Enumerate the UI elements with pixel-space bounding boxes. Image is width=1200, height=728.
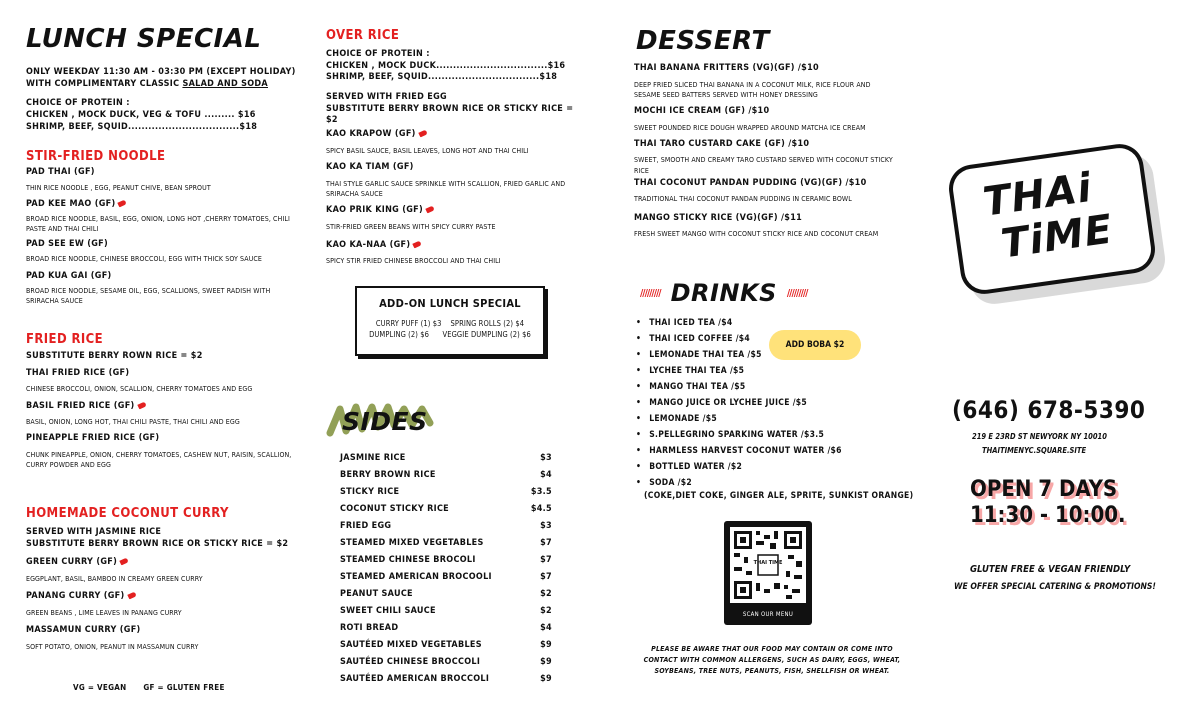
sides-row [340, 603, 552, 620]
over-rice-item-name [326, 205, 586, 217]
over-rice-item-desc: SPICY STIR FRIED CHINESE BROCCOLI AND THAI CHILI [326, 257, 501, 266]
lunch-protein-head: CHOICE OF PROTEIN : [26, 98, 130, 109]
side-price: $3.5 [530, 487, 552, 497]
side-price: $3 [540, 521, 552, 531]
address: 219 E 23RD ST NEWYORK NY 10010 [972, 432, 1107, 441]
side-name: SWEET CHILI SAUCE [340, 606, 436, 616]
lunch-hours: ONLY WEEKDAY 11:30 AM - 03:30 PM (EXCEPT HOLIDAY) [26, 67, 296, 77]
over-rice-note1: SERVED WITH FRIED EGG [326, 92, 447, 103]
sides-title: SIDES [342, 407, 428, 436]
dessert-item-name: MANGO STICKY RICE (VG)(GF) /$11 [634, 212, 803, 223]
open-hours [970, 477, 1126, 529]
side-name: PEANUT SAUCE [340, 589, 413, 599]
phone-number[interactable]: (646) 678-5390 [952, 396, 1146, 424]
over-rice-item-desc: SPICY BASIL SAUCE, BASIL LEAVES, LONG HOT AND THAI CHILI [326, 146, 529, 155]
over-rice-item-desc: STIR-FRIED GREEN BEANS WITH SPICY CURRY PASTE [326, 222, 496, 231]
sides-heading [326, 395, 436, 445]
curry-section [26, 506, 298, 652]
drink-item: • HARMLESS HARVEST COCONUT WATER /$6 [636, 443, 896, 459]
sides-row [340, 620, 552, 637]
gf-vegan-note: GLUTEN FREE & VEGAN FRIENDLY [970, 564, 1131, 575]
side-price: $3 [540, 453, 552, 463]
drink-item: • MANGO JUICE OR LYCHEE JUICE /$5 [636, 395, 896, 411]
side-name: STEAMED AMERICAN BROCOOLI [340, 572, 492, 582]
sides-row [340, 586, 552, 603]
over-rice-title: OVER RICE [326, 28, 400, 43]
lunch-complimentary [26, 79, 298, 91]
noodle-item-label: PAD KEE MAO (GF) [26, 198, 116, 209]
logo-line1: THAi [980, 164, 1096, 226]
qr-code-icon [730, 527, 806, 603]
chili-pepper-icon [119, 558, 128, 566]
sides-row [340, 637, 552, 654]
fried-rice-item-desc: CHINESE BROCCOLI, ONION, SCALLION, CHERRY TOMATOES AND EGG [26, 385, 253, 394]
lunch-protein-line1: CHICKEN , MOCK DUCK, VEG & TOFU ......... $16 [26, 110, 256, 121]
dessert-item-name: THAI TARO CUSTARD CAKE (GF) /$10 [634, 138, 810, 149]
noodle-item-desc: THIN RICE NOODLE , EGG, PEANUT CHIVE, BEAN SPROUT [26, 183, 211, 192]
side-name: ROTI BREAD [340, 623, 399, 633]
curry-title: HOMEMADE COCONUT CURRY [26, 506, 229, 521]
side-name: COCONUT STICKY RICE [340, 504, 450, 514]
side-price: $7 [540, 538, 552, 548]
noodle-item-name: PAD KUA GAI (GF) [26, 270, 112, 281]
dessert-item-name: MOCHI ICE CREAM (GF) /$10 [634, 105, 770, 116]
noodle-title: STIR-FRIED NOODLE [26, 149, 166, 164]
logo-text [980, 164, 1115, 268]
fried-rice-title: FRIED RICE [26, 332, 104, 347]
drinks-deco-left: ///////// [640, 287, 661, 299]
over-rice-item-label: KAO PRIK KING (GF) [326, 204, 424, 215]
complimentary-link: SALAD AND SODA [182, 78, 268, 89]
dessert-item-desc: DEEP FRIED SLICED THAI BANANA IN A COCONUT MILK, RICE FLOUR AND SESAME SEED BATTERS SERVED WITH HONEY DRESSING [634, 80, 871, 99]
noodle-item-name: PAD THAI (GF) [26, 167, 95, 177]
sides-row [340, 467, 552, 484]
dessert-list [634, 63, 896, 239]
curry-note1: SERVED WITH JASMINE RICE [26, 527, 162, 537]
fried-rice-item-name [26, 401, 298, 413]
noodle-item-desc: BROAD RICE NOODLE, BASIL, EGG, ONION, LONG HOT ,CHERRY TOMATOES, CHILI PASTE AND THAI CHILI [26, 214, 290, 233]
drink-item: • LEMONADE /$5 [636, 411, 896, 427]
drinks-deco-right: ///////// [786, 287, 808, 299]
sides-row [340, 654, 552, 671]
dessert-item-desc: SWEET POUNDED RICE DOUGH WRAPPED AROUND MATCHA ICE CREAM [634, 123, 866, 132]
fried-rice-item-desc: BASIL, ONION, LONG HOT, THAI CHILI PASTE, THAI CHILI AND EGG [26, 418, 240, 427]
qr-caption: SCAN OUR MENU [742, 611, 794, 618]
fried-rice-note: SUBSTITUTE BERRY ROWN RICE = $2 [26, 351, 203, 361]
curry-item-desc: GREEN BEANS , LIME LEAVES IN PANANG CURRY [26, 608, 182, 617]
side-price: $4 [540, 623, 552, 633]
over-rice-item-name [326, 129, 586, 141]
fried-rice-item-name: PINEAPPLE FRIED RICE (GF) [26, 433, 160, 444]
fried-rice-item-desc: CHUNK PINEAPPLE, ONION, CHERRY TOMATOES, CASHEW NUT, RAISIN, SCALLION, CURRY POWDER AND EGG [26, 451, 292, 470]
over-rice-protein-line1: CHICKEN , MOCK DUCK.................................$16 [326, 60, 566, 71]
dessert-item-desc: TRADITIONAL THAI COCONUT PANDAN PUDDING IN CERAMIC BOWL [634, 195, 852, 204]
curry-note2: SUBSTITUTE BERRY BROWN RICE OR STICKY RICE = $2 [26, 538, 289, 549]
chili-pepper-icon [418, 130, 427, 138]
dessert-title: DESSERT [636, 26, 770, 56]
qr-code-card [724, 521, 812, 625]
side-price: $2 [540, 606, 552, 616]
sides-row [340, 671, 552, 688]
open-days: OPEN 7 DAYS [970, 477, 1118, 502]
over-rice-item-label: KAO KRAPOW (GF) [326, 129, 416, 140]
drink-item: • LYCHEE THAI TEA /$5 [636, 363, 896, 379]
over-rice-protein-line2: SHRIMP, BEEF, SQUID.................................$18 [326, 72, 558, 83]
soda-options: (COKE,DIET COKE, GINGER ALE, SPRITE, SUNKIST ORANGE) [644, 491, 914, 501]
side-name: STEAMED MIXED VEGETABLES [340, 538, 484, 548]
side-name: BERRY BROWN RICE [340, 470, 436, 480]
catering-note: WE OFFER SPECIAL CATERING & PROMOTIONS! [954, 582, 1156, 592]
noodle-item-desc: BROAD RICE NOODLE, CHINESE BROCCOLI, EGG WITH THICK SOY SAUCE [26, 255, 262, 264]
addon-title: ADD-ON LUNCH SPECIAL [379, 297, 521, 310]
chili-pepper-icon [118, 199, 127, 207]
curry-item-label: PANANG CURRY (GF) [26, 591, 125, 602]
side-name: STEAMED CHINESE BROCOLI [340, 555, 476, 565]
fried-rice-section [26, 332, 298, 470]
side-price: $9 [540, 640, 552, 650]
over-rice-section [326, 28, 586, 267]
complimentary-prefix: WITH COMPLIMENTARY CLASSIC [26, 78, 183, 89]
noodle-section [26, 149, 298, 307]
side-price: $4 [540, 470, 552, 480]
qr-logo-text: THAI TIME [753, 560, 783, 566]
open-times: 11:30 - 10:00. [970, 503, 1126, 528]
allergen-notice: PLEASE BE AWARE THAT OUR FOOD MAY CONTAIN OR COME INTO CONTACT WITH COMMON ALLERGENS, SUCH AS DAIRY, EGGS, WHEAT, SOYBEANS, TREE NUTS, PEANUTS, FISH, SHELLFISH OR WHEAT. [643, 645, 901, 675]
curry-item-desc: SOFT POTATO, ONION, PEANUT IN MASSAMUN CURRY [26, 642, 199, 651]
side-name: JASMINE RICE [340, 453, 406, 463]
dessert-item-name: THAI COCONUT PANDAN PUDDING (VG)(GF) /$10 [634, 177, 867, 188]
thai-time-logo [950, 150, 1166, 300]
side-name: FRIED EGG [340, 521, 392, 531]
lunch-special-title: LUNCH SPECIAL [26, 24, 262, 54]
side-name: SAUTÉED CHINESE BROCCOLI [340, 657, 481, 667]
logo-line2: TiME [998, 206, 1116, 268]
lunch-hours-block [26, 67, 298, 133]
noodle-item-desc: BROAD RICE NOODLE, SESAME OIL, EGG, SCALLIONS, SWEET RADISH WITH SRIRACHA SAUCE [26, 287, 271, 306]
fried-rice-item-name: THAI FRIED RICE (GF) [26, 367, 130, 378]
drink-item: • THAI ICED COFFEE /$4 [636, 331, 896, 347]
sides-row [340, 518, 552, 535]
drink-item: • S.PELLEGRINO SPARKING WATER /$3.5 [636, 427, 896, 443]
chili-pepper-icon [425, 205, 434, 213]
curry-item-name [26, 557, 298, 569]
side-name: STICKY RICE [340, 487, 400, 497]
curry-item-name: MASSAMUN CURRY (GF) [26, 625, 141, 636]
side-price: $7 [540, 572, 552, 582]
sides-list [340, 450, 552, 688]
drinks-title: DRINKS [670, 279, 777, 307]
noodle-item-name: PAD SEE EW (GF) [26, 238, 108, 249]
fried-rice-item-label: BASIL FRIED RICE (GF) [26, 400, 135, 411]
over-rice-item-name [326, 240, 586, 252]
side-price: $4.5 [530, 504, 552, 514]
sides-row [340, 569, 552, 586]
sides-row [340, 535, 552, 552]
drink-item: • SODA /$2 [636, 475, 896, 491]
over-rice-item-name: KAO KA TIAM (GF) [326, 161, 414, 172]
side-price: $9 [540, 657, 552, 667]
chili-pepper-icon [137, 401, 146, 409]
chili-pepper-icon [127, 592, 136, 600]
sides-row [340, 552, 552, 569]
noodle-item-name [26, 199, 298, 211]
dessert-item-name: THAI BANANA FRITTERS (VG)(GF) /$10 [634, 63, 819, 73]
drink-item: • LEMONADE THAI TEA /$5 [636, 347, 896, 363]
drink-item: • BOTTLED WATER /$2 [636, 459, 896, 475]
side-price: $7 [540, 555, 552, 565]
over-rice-protein-head: CHOICE OF PROTEIN : [326, 49, 430, 59]
sides-row [340, 450, 552, 467]
addon-line1: CURRY PUFF (1) $3 SPRING ROLLS (2) $4 [375, 319, 525, 329]
over-rice-item-label: KAO KA-NAA (GF) [326, 239, 411, 250]
lunch-protein-line2: SHRIMP, BEEF, SQUID.................................$18 [26, 121, 258, 132]
dessert-item-desc: SWEET, SMOOTH AND CREAMY TARO CUSTARD SERVED WITH COCONUT STICKY RICE [634, 156, 893, 175]
curry-item-label: GREEN CURRY (GF) [26, 557, 118, 568]
chili-pepper-icon [413, 240, 422, 248]
drink-item: • MANGO THAI TEA /$5 [636, 379, 896, 395]
diet-legend: VG = VEGAN GF = GLUTEN FREE [73, 683, 225, 692]
addon-line2: DUMPLING (2) $6 VEGGIE DUMPLING (2) $6 [369, 330, 531, 340]
add-boba-badge: ADD BOBA $2 [769, 330, 861, 360]
side-price: $2 [540, 589, 552, 599]
side-name: SAUTÉED AMERICAN BROCCOLI [340, 674, 490, 684]
drink-item: • THAI ICED TEA /$4 [636, 315, 896, 331]
sides-row [340, 484, 552, 501]
curry-item-desc: EGGPLANT, BASIL, BAMBOO IN CREAMY GREEN CURRY [26, 575, 203, 584]
dessert-item-desc: FRESH SWEET MANGO WITH COCONUT STICKY RICE AND COCONUT CREAM [634, 230, 879, 239]
curry-item-name [26, 591, 298, 603]
website-link[interactable]: THAITIMENYC.SQUARE.SITE [982, 446, 1087, 455]
addon-box [355, 286, 545, 356]
side-name: SAUTÉED MIXED VEGETABLES [340, 640, 482, 650]
over-rice-note2: SUBSTITUTE BERRY BROWN RICE OR STICKY RICE = $2 [326, 103, 574, 126]
side-price: $9 [540, 674, 552, 684]
sides-row [340, 501, 552, 518]
over-rice-item-desc: THAI STYLE GARLIC SAUCE SPRINKLE WITH SCALLION, FRIED GARLIC AND SRIRACHA SAUCE [326, 179, 566, 198]
drinks-heading [640, 280, 880, 306]
